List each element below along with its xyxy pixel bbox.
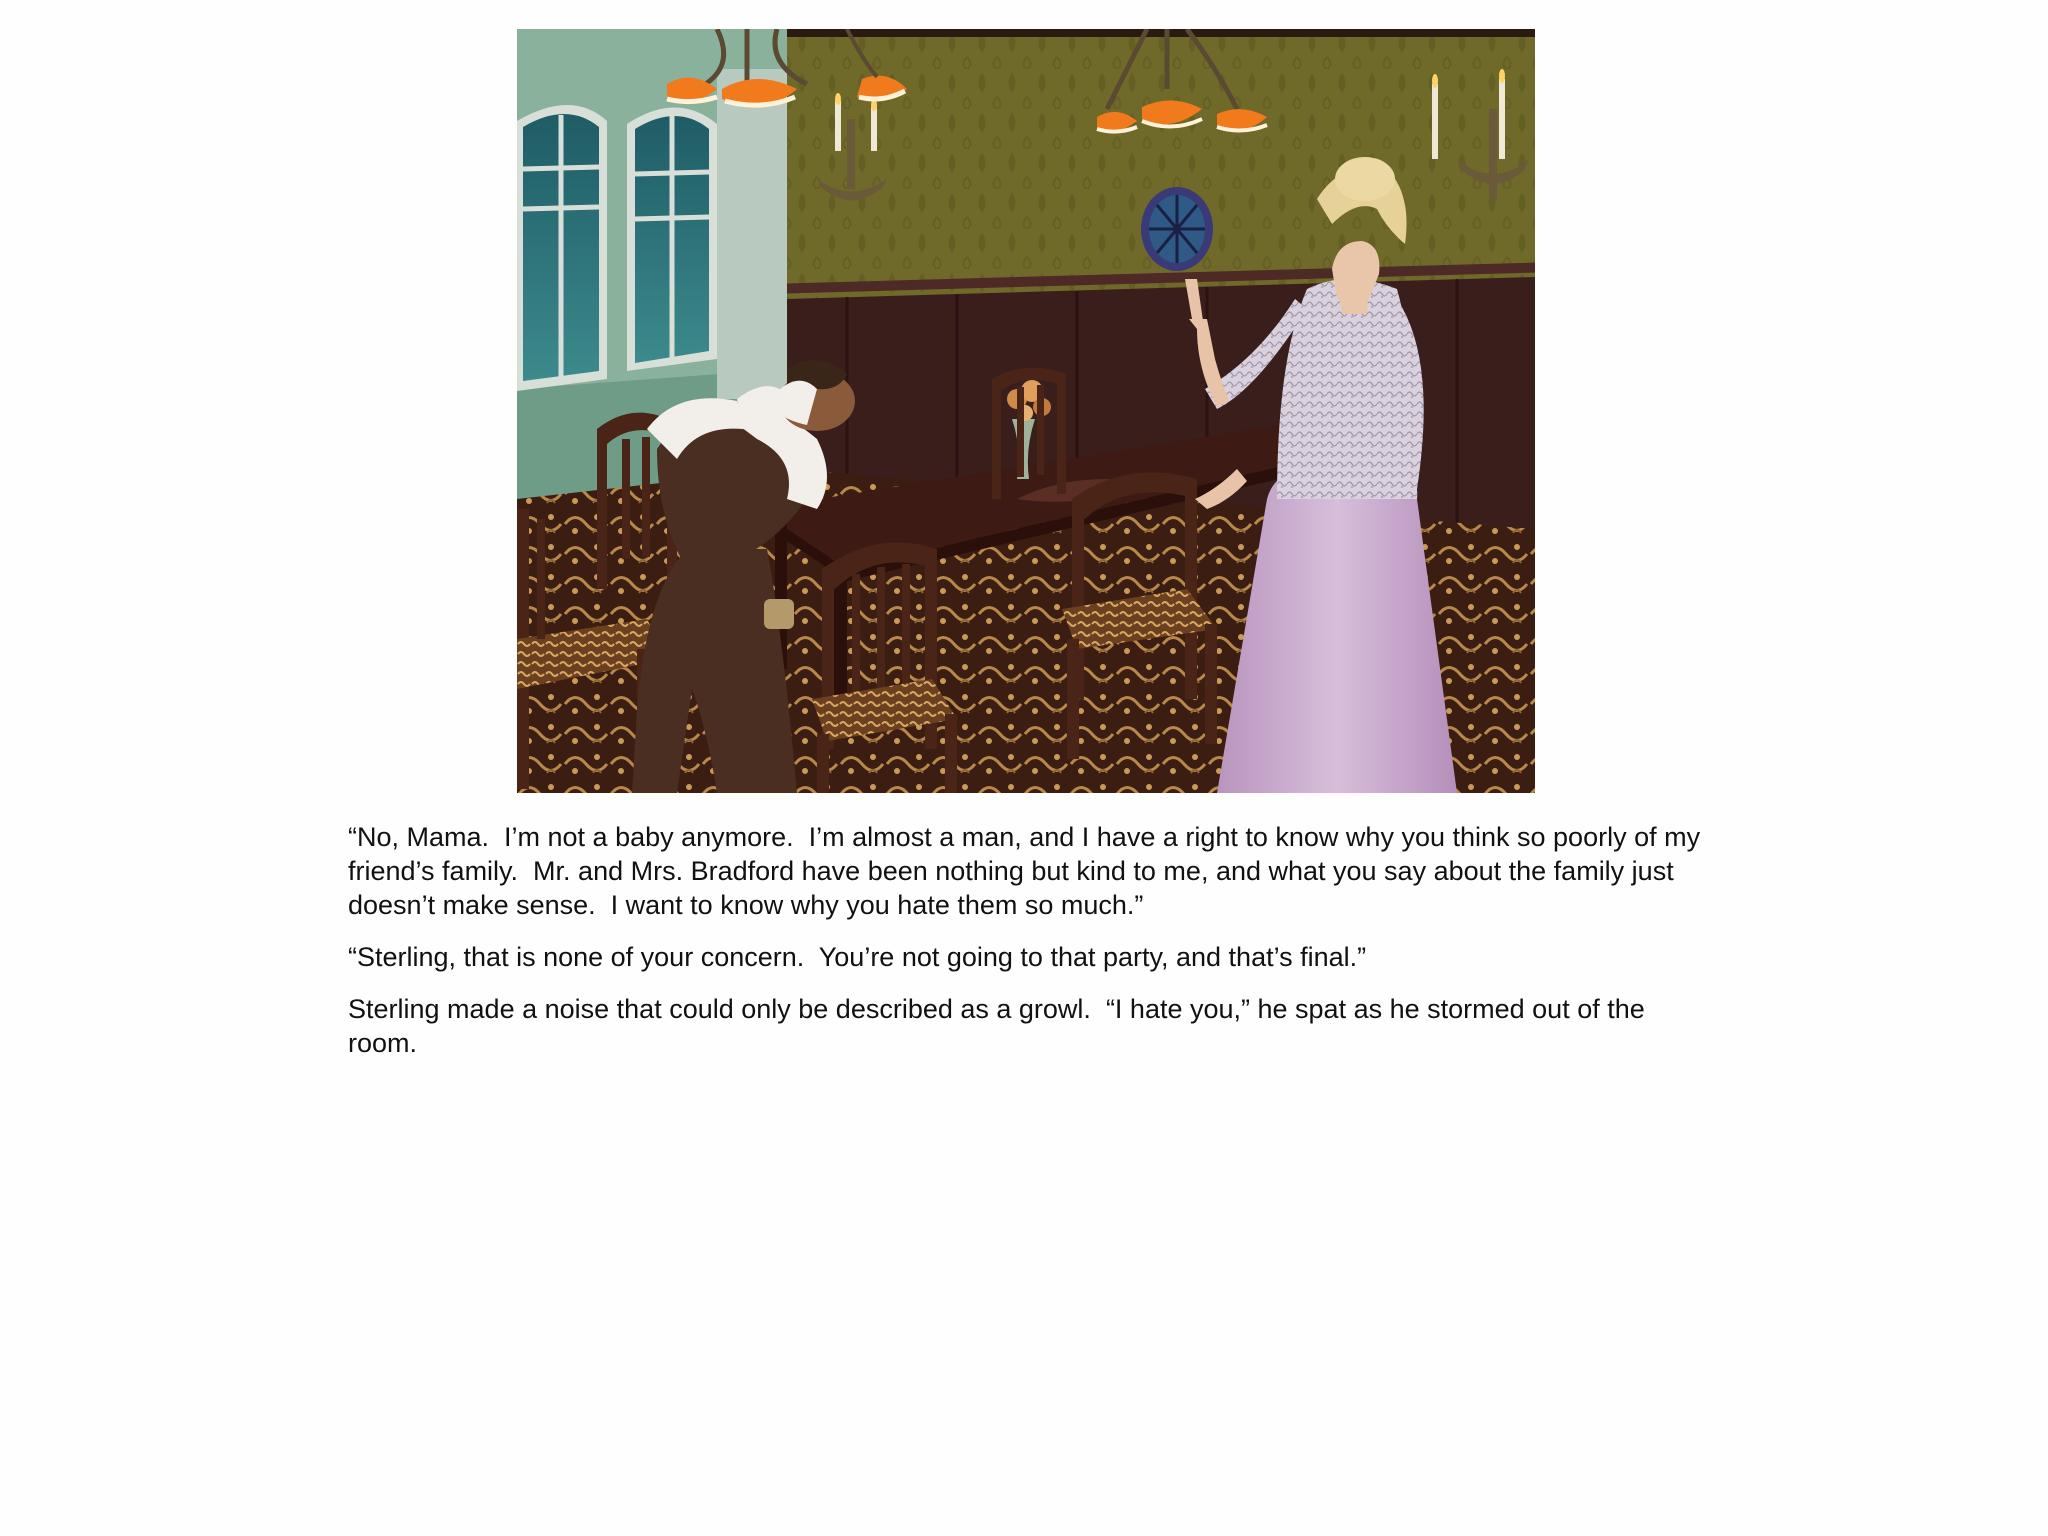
paragraph-1: “No, Mama. I’m not a baby anymore. I’m almost a man, and I have a right to know why you think so poorly of my friend’s family. Mr. and Mrs. Bradford have been nothing but kind to me, and what you say about the family just doesn’t make sense. I want to know why you hate them so much.” <box>348 822 1708 920</box>
paragraph-2: “Sterling, that is none of your concern. You’re not going to that party, and that’s final.” <box>348 942 1367 972</box>
story-text <box>348 820 1718 1078</box>
window-left <box>517 105 607 391</box>
round-window <box>1141 187 1213 271</box>
story-illustration <box>517 29 1535 793</box>
illustration-scene <box>517 29 1535 793</box>
window-right <box>627 108 717 372</box>
paragraph-3: Sterling made a noise that could only be described as a growl. “I hate you,” he spat as he stormed out of the room. <box>348 994 1653 1058</box>
